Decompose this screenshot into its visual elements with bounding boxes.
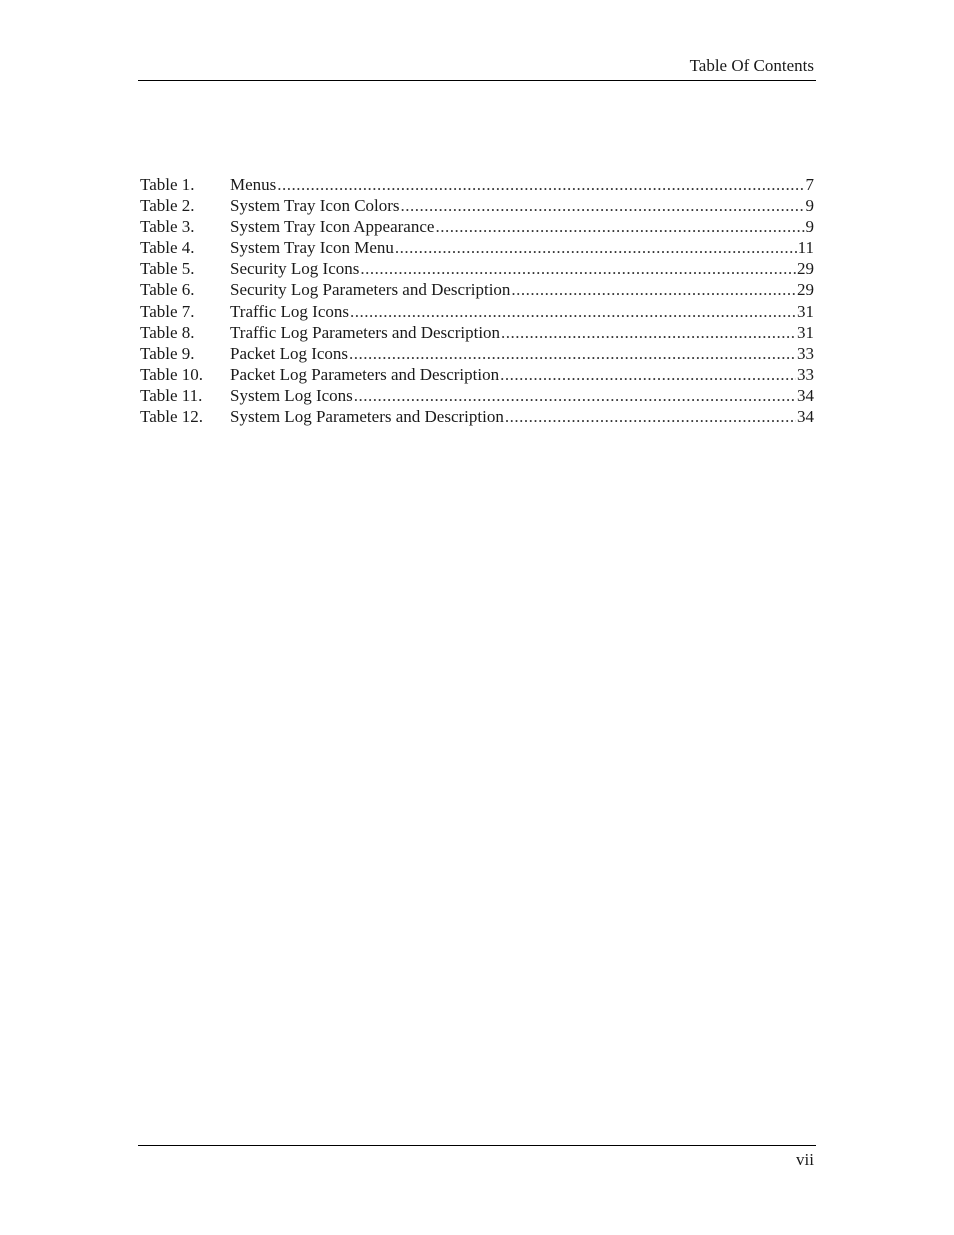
toc-entry-title: System Tray Icon Menu (230, 238, 394, 258)
toc-entry[interactable] (140, 343, 814, 364)
toc-entry[interactable] (140, 258, 814, 279)
toc-entry-page: 11 (797, 238, 814, 258)
toc-entry-number: Table 6. (140, 280, 195, 300)
toc-entry[interactable] (140, 385, 814, 406)
page-header (138, 56, 816, 81)
header-title: Table Of Contents (689, 56, 814, 75)
toc-entry-title: Packet Log Parameters and Description (230, 364, 500, 384)
toc-entry-number: Table 11. (140, 385, 203, 405)
toc-entry-title: System Log Parameters and Description (230, 407, 504, 427)
toc-entry-number: Table 8. (140, 322, 195, 342)
toc-dot-leader (500, 364, 796, 385)
toc-dot-leader (277, 174, 804, 195)
toc-entry-page: 33 (797, 364, 814, 384)
toc-dot-leader (350, 301, 796, 322)
toc-entry-page: 34 (797, 385, 814, 405)
toc-entry-page: 29 (797, 259, 814, 279)
toc-entry-number: Table 4. (140, 238, 195, 258)
page-footer (138, 1145, 816, 1169)
toc-entry-title: Menus (230, 175, 277, 194)
toc-entry-page: 9 (805, 217, 814, 237)
toc-entry[interactable] (140, 237, 814, 258)
toc-entry[interactable] (140, 364, 814, 385)
toc-entry-title: System Tray Icon Appearance (230, 217, 435, 237)
toc-entry-page: 29 (797, 280, 814, 300)
toc-entry-title: Packet Log Icons (230, 343, 349, 363)
toc-entry-page: 31 (797, 322, 814, 342)
toc-entry-number: Table 2. (140, 196, 195, 216)
toc-entry-number: Table 1. (140, 175, 195, 194)
toc-dot-leader (501, 322, 796, 343)
toc-entry-number: Table 5. (140, 259, 195, 279)
toc-entry[interactable] (140, 301, 814, 322)
toc-entry[interactable] (140, 406, 814, 427)
toc-entry-number: Table 7. (140, 301, 195, 321)
toc-dot-leader (354, 385, 796, 406)
toc-entry-title: Security Log Parameters and Description (230, 280, 511, 300)
toc-entry[interactable] (140, 174, 814, 195)
toc-dot-leader (395, 237, 797, 258)
toc-entry-title: Traffic Log Parameters and Description (230, 322, 501, 342)
toc-entry-page: 34 (797, 407, 814, 427)
list-of-tables (140, 174, 814, 427)
toc-entry-page: 9 (805, 196, 814, 216)
toc-entry-title: System Log Icons (230, 385, 353, 405)
toc-entry-page: 7 (805, 175, 814, 194)
toc-entry-number: Table 10. (140, 364, 204, 384)
page-number: vii (796, 1150, 814, 1169)
toc-entry[interactable] (140, 216, 814, 237)
toc-dot-leader (401, 195, 805, 216)
toc-dot-leader (360, 258, 796, 279)
toc-entry-number: Table 12. (140, 407, 204, 427)
toc-dot-leader (349, 343, 796, 364)
toc-entry-number: Table 3. (140, 217, 195, 237)
toc-entry-page: 33 (797, 343, 814, 363)
toc-entry-title: System Tray Icon Colors (230, 196, 400, 216)
toc-dot-leader (505, 406, 796, 427)
toc-entry-number: Table 9. (140, 343, 195, 363)
toc-entry[interactable] (140, 322, 814, 343)
toc-entry-page: 31 (797, 301, 814, 321)
toc-dot-leader (435, 216, 804, 237)
toc-entry-title: Security Log Icons (230, 259, 360, 279)
toc-entry-title: Traffic Log Icons (230, 301, 349, 321)
toc-entry[interactable] (140, 279, 814, 300)
toc-dot-leader (511, 279, 796, 300)
toc-entry[interactable] (140, 195, 814, 216)
